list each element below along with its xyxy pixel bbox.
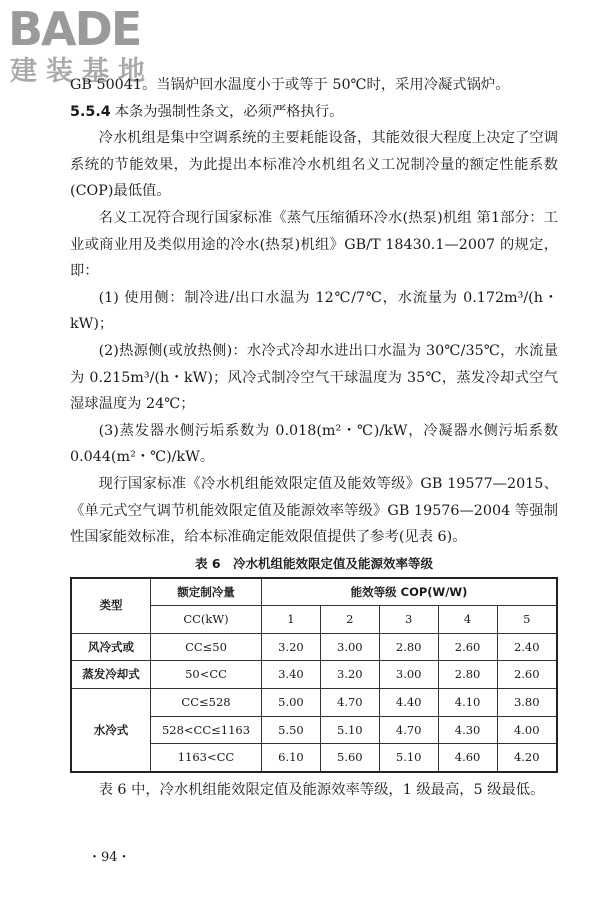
grade-2: 2 bbox=[320, 606, 379, 634]
cop-cell: 5.60 bbox=[320, 744, 379, 772]
page-content bbox=[70, 72, 558, 803]
capacity-cell: CC≤528 bbox=[151, 689, 262, 717]
type-water-cooled: 水冷式 bbox=[71, 689, 151, 772]
paragraph-1: GB 50041。当锅炉回水温度小于或等于 50℃时，采用冷凝式锅炉。 bbox=[70, 77, 510, 93]
cop-cell: 3.80 bbox=[497, 689, 557, 717]
table-row bbox=[71, 689, 557, 717]
cop-cell: 5.10 bbox=[320, 716, 379, 744]
page-number: ・94・ bbox=[88, 850, 131, 865]
capacity-cell: 1163<CC bbox=[151, 744, 262, 772]
cop-cell: 4.40 bbox=[379, 689, 438, 717]
type-air-cooled-line1: 风冷式或 bbox=[71, 633, 151, 661]
cop-cell: 4.10 bbox=[438, 689, 497, 717]
cop-cell: 4.70 bbox=[320, 689, 379, 717]
cop-cell: 5.50 bbox=[262, 716, 321, 744]
cop-cell: 3.40 bbox=[262, 661, 321, 689]
cop-cell: 3.20 bbox=[320, 661, 379, 689]
cop-cell: 5.00 bbox=[262, 689, 321, 717]
header-grade: 能效等级 COP(W/W) bbox=[262, 578, 558, 606]
capacity-cell: 528<CC≤1163 bbox=[151, 716, 262, 744]
header-capacity-top: 额定制冷量 bbox=[151, 578, 262, 606]
cop-cell: 4.30 bbox=[438, 716, 497, 744]
cop-cell: 3.00 bbox=[379, 661, 438, 689]
cop-cell: 4.70 bbox=[379, 716, 438, 744]
cop-cell: 2.60 bbox=[497, 661, 557, 689]
cop-cell: 2.60 bbox=[438, 633, 497, 661]
capacity-cell: 50<CC bbox=[151, 661, 262, 689]
type-air-cooled-line2: 蒸发冷却式 bbox=[71, 661, 151, 689]
paragraph-6: (2)热源侧(或放热侧)：水冷式冷却水进出口水温为 30℃/35℃，水流量为 0.215m³/(h・kW)；风冷式制冷空气干球温度为 35℃，蒸发冷却式空气湿球温度为 24℃； bbox=[70, 342, 558, 413]
paragraph-8: 现行国家标准《冷水机组能效限定值及能效等级》GB 19577—2015、《单元式空气调节机能效限定值及能源效率等级》GB 19576—2004 等强制性国家能效标准，给本标准确定能效限值提供了参考(见表 6)。 bbox=[70, 475, 558, 546]
cop-table bbox=[70, 577, 558, 773]
table-caption: 表 6 冷水机组能效限定值及能源效率等级 bbox=[194, 555, 434, 571]
grade-5: 5 bbox=[497, 606, 557, 634]
cop-cell: 2.80 bbox=[438, 661, 497, 689]
capacity-cell: CC≤50 bbox=[151, 633, 262, 661]
cop-cell: 4.60 bbox=[438, 744, 497, 772]
table-row bbox=[71, 661, 557, 689]
grade-1: 1 bbox=[262, 606, 321, 634]
logo-sub-text: 建装基地 bbox=[10, 56, 154, 87]
paragraph-9: 表 6 中，冷水机组能效限定值及能源效率等级，1 级最高，5 级最低。 bbox=[98, 781, 545, 798]
header-capacity-bottom: CC(kW) bbox=[151, 606, 262, 634]
paragraph-2 bbox=[70, 99, 558, 126]
grade-3: 3 bbox=[379, 606, 438, 634]
header-type: 类型 bbox=[71, 578, 151, 634]
cop-cell: 4.00 bbox=[497, 716, 557, 744]
paragraph-5: (1) 使用侧：制冷进/出口水温为 12℃/7℃，水流量为 0.172m³/(h・kW)； bbox=[70, 289, 558, 333]
cop-cell: 3.00 bbox=[320, 633, 379, 661]
cop-cell: 5.10 bbox=[379, 744, 438, 772]
paragraph-7: (3)蒸发器水侧污垢系数为 0.018(m²・℃)/kW，冷凝器水侧污垢系数 0.044(m²・℃)/kW。 bbox=[70, 422, 558, 466]
table-header-row bbox=[71, 578, 557, 606]
cop-cell: 2.80 bbox=[379, 633, 438, 661]
section-text: 本条为强制性条文，必须严格执行。 bbox=[114, 103, 344, 120]
grade-4: 4 bbox=[438, 606, 497, 634]
paragraph-3: 冷水机组是集中空调系统的主要耗能设备，其能效很大程度上决定了空调系统的节能效果，为此提出本标准冷水机组名义工况制冷量的额定性能系数(COP)最低值。 bbox=[70, 130, 558, 200]
cop-cell: 2.40 bbox=[497, 633, 557, 661]
cop-cell: 4.20 bbox=[497, 744, 557, 772]
logo-main-text: BADE bbox=[8, 2, 141, 56]
cop-cell: 6.10 bbox=[262, 744, 321, 772]
section-number: 5.5.4 bbox=[70, 103, 111, 120]
paragraph-4: 名义工况符合现行国家标准《蒸气压缩循环冷水(热泵)机组 第1部分：工业或商业用及类似用途的冷水(热泵)机组》GB/T 18430.1—2007 的规定，即： bbox=[70, 209, 558, 280]
cop-cell: 3.20 bbox=[262, 633, 321, 661]
table-row bbox=[71, 633, 557, 661]
